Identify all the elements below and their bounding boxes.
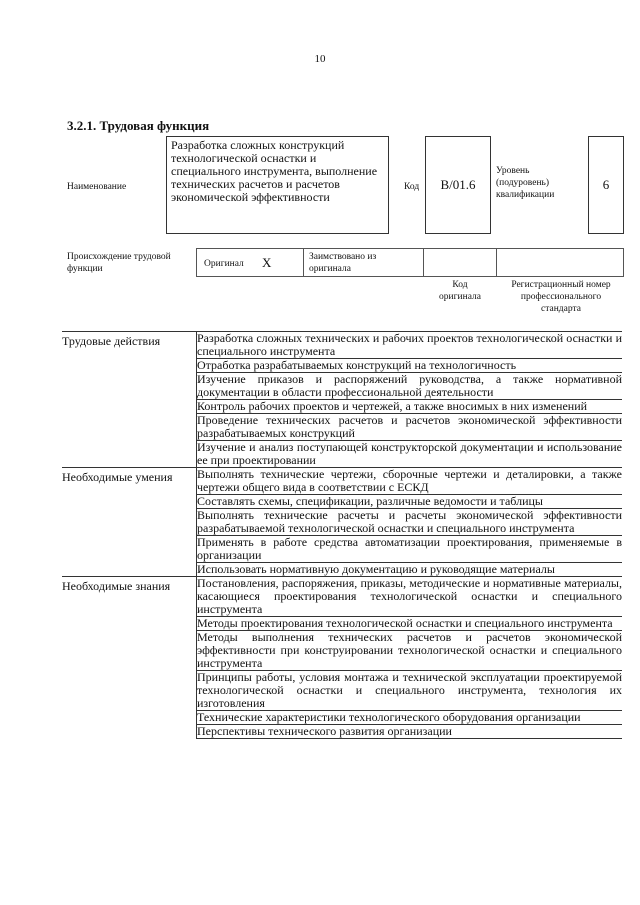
origin-divider-right bbox=[623, 248, 624, 276]
section-category: Трудовые действия bbox=[62, 332, 197, 468]
original-mark: X bbox=[262, 255, 272, 270]
level-label: Уровень (подуровень) квалификации bbox=[496, 166, 555, 200]
code-value-box: B/01.6 bbox=[425, 136, 491, 234]
origin-divider-3 bbox=[496, 248, 497, 276]
name-label: Наименование bbox=[67, 182, 127, 192]
function-name-box: Разработка сложных конструкций технологической оснастки и специального инструмента, выполнение технических расчетов и расчетов экономической эффективности bbox=[166, 136, 389, 234]
table-row bbox=[62, 577, 622, 617]
section-item: Разработка сложных технических и рабочих проектов технологической оснастки и специального инструмента bbox=[197, 331, 622, 358]
origin-divider-1 bbox=[303, 248, 304, 276]
section-item: Изучение приказов и распоряжений руководства, а также нормативной документации в области профессиональной деятельности bbox=[197, 372, 622, 399]
section-category: Необходимые знания bbox=[62, 577, 197, 739]
section-item: Контроль рабочих проектов и чертежей, а также вносимых в них изменений bbox=[197, 400, 623, 414]
section-item: Составлять схемы, спецификации, различные ведомости и таблицы bbox=[197, 495, 623, 509]
origin-divider-2 bbox=[423, 248, 424, 276]
section-item: Изучение и анализ поступающей конструкторской документации и использование ее при проектировании bbox=[197, 440, 622, 467]
original-label: Оригинал bbox=[204, 259, 244, 269]
code-label: Код bbox=[404, 182, 420, 192]
section-category: Необходимые умения bbox=[62, 468, 197, 577]
origin-divider-left bbox=[196, 248, 197, 276]
borrowed-label: Заимствовано из оригинала bbox=[309, 252, 377, 274]
section-item: Использовать нормативную документацию и руководящие материалы bbox=[197, 563, 623, 577]
table-row bbox=[62, 468, 622, 495]
section-item: Технические характеристики технологического оборудования организации bbox=[197, 711, 623, 725]
level-value-box: 6 bbox=[588, 136, 624, 234]
origin-label: Происхождение трудовой функции bbox=[67, 252, 171, 274]
section-item: Отработка разрабатываемых конструкций на технологичность bbox=[197, 359, 623, 373]
code-original-caption: Код оригинала bbox=[439, 280, 481, 302]
section-item: Методы проектирования технологической оснастки и специального инструмента bbox=[197, 617, 623, 631]
table-row bbox=[62, 332, 622, 359]
section-item: Методы выполнения технических расчетов и расчетов экономической эффективности при конструировании технологической оснастки и специального инструмента bbox=[197, 630, 622, 670]
competency-table bbox=[62, 331, 622, 739]
section-item: Выполнять технические чертежи, сборочные чертежи и деталировки, а также чертежи общего вида в соответствии с ЕСКД bbox=[197, 467, 622, 494]
page-number: 10 bbox=[314, 53, 326, 65]
section-item: Проведение технических расчетов и расчетов экономической эффективности разрабатываемых конструкций bbox=[197, 413, 622, 440]
reg-number-caption: Регистрационный номер профессионального стандарта bbox=[511, 280, 611, 314]
section-item: Перспективы технического развития организации bbox=[197, 725, 623, 739]
section-item: Постановления, распоряжения, приказы, методические и нормативные материалы, касающиеся проектирования технологической оснастки и специального инструмента bbox=[197, 576, 622, 616]
section-item: Принципы работы, условия монтажа и технической эксплуатации проектируемой технологической оснастки и специального инструмента, технология их изготовления bbox=[197, 670, 622, 710]
section-item: Выполнять технические расчеты и расчеты экономической эффективности разрабатываемой технологической оснастки и специального инструмента bbox=[197, 508, 622, 535]
section-title: 3.2.1. Трудовая функция bbox=[67, 118, 210, 133]
section-item: Применять в работе средства автоматизации проектирования, применяемые в организации bbox=[197, 535, 622, 562]
